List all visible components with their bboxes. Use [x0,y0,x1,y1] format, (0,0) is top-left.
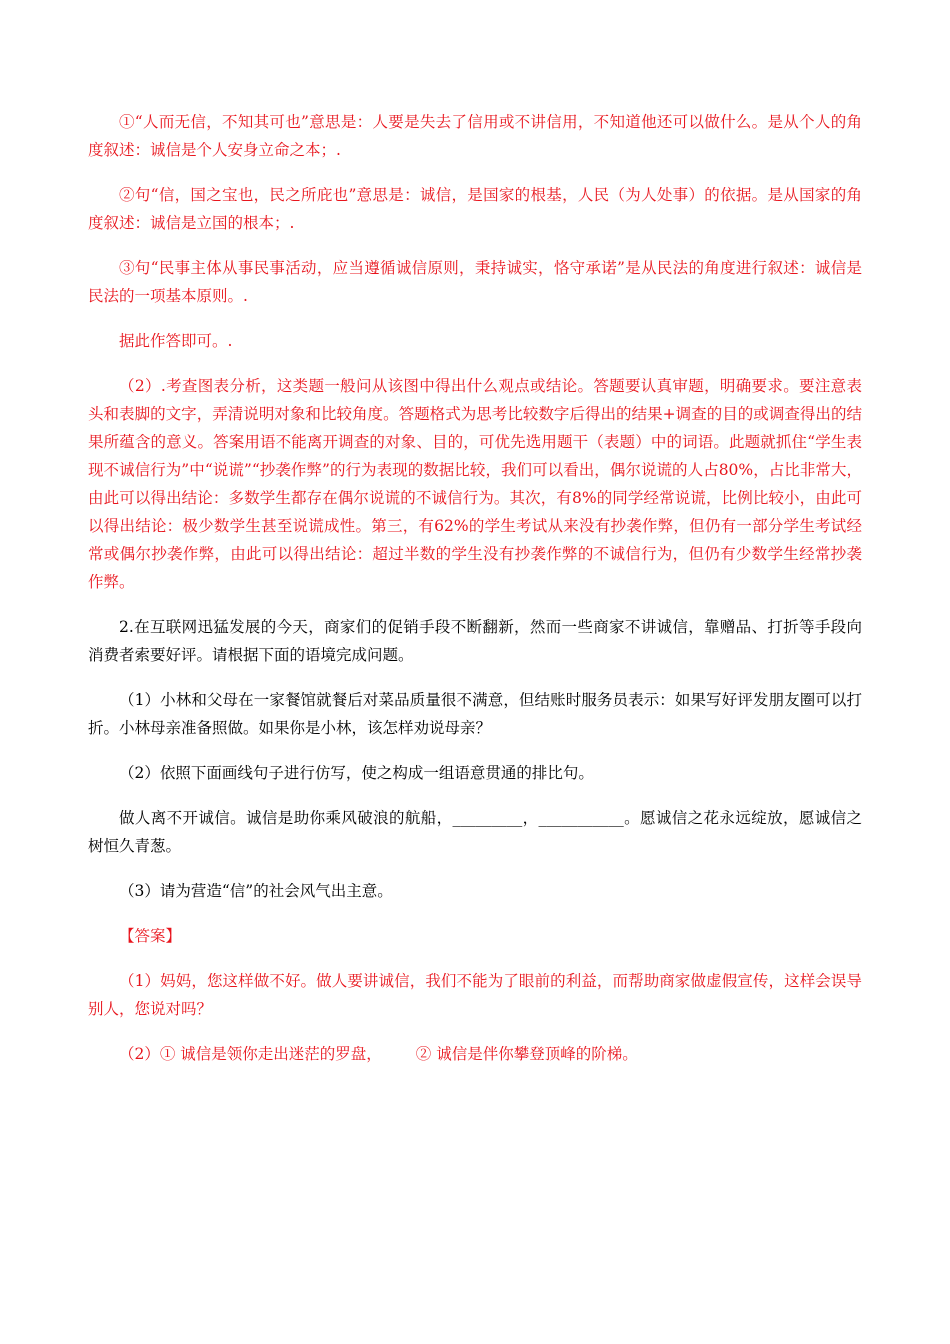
analysis-chart-explanation: （2）.考查图表分析，这类题一般问从该图中得出什么观点或结论。答题要认真审题，明确要求。要注意表头和表脚的文字，弄清说明对象和比较角度。答题格式为思考比较数字后得出的结果+调查的目的或调查得出的结果所蕴含的意义。答案用语不能离开调查的对象、目的，可优先选用题干（表题）中的词语。此题就抓住“学生表现不诚信行为”中“说谎”“抄袭作弊”的行为表现的数据比较，我们可以看出，偶尔说谎的人占80%，占比非常大，由此可以得出结论：多数学生都存在偶尔说谎的不诚信行为。其次，有8%的同学经常说谎，比例比较小，由此可以得出结论：极少数学生甚至说谎成性。第三，有62%的学生考试从来没有抄袭作弊，但仍有一部分学生考试经常或偶尔抄袭作弊，由此可以得出结论：超过半数的学生没有抄袭作弊的不诚信行为，但仍有少数学生经常抄袭作弊。 [88,377,862,591]
question-2-part-3: （3）请为营造“信”的社会风气出主意。 [119,882,393,900]
question-2-intro: 2.在互联网迅猛发展的今天，商家们的促销手段不断翻新，然而一些商家不讲诚信，靠赠品、打折等手段向消费者索要好评。请根据下面的语境完成问题。 [88,618,862,664]
question-2-part-2: （2）依照下面画线句子进行仿写，使之构成一组语意贯通的排比句。 [119,764,594,782]
question-2-part-2-text: 做人离不开诚信。诚信是助你乘风破浪的航船，_________，___________。愿诚信之花永远绽放，愿诚信之树恒久青葱。 [88,809,862,855]
answer-part-2-first: （2）① 诚信是领你走出迷茫的罗盘， [119,1045,382,1063]
question-2-part-1: （1）小林和父母在一家餐馆就餐后对菜品质量很不满意，但结账时服务员表示：如果写好评发朋友圈可以打折。小林母亲准备照做。如果你是小林，该怎样劝说母亲？ [88,691,862,737]
analysis-conclusion: 据此作答即可。. [119,332,233,350]
document-page [88,108,862,1085]
answer-part-2-second: ② 诚信是伴你攀登顶峰的阶梯。 [415,1045,638,1063]
answer-part-1: （1）妈妈，您这样做不好。做人要讲诚信，我们不能为了眼前的利益，而帮助商家做虚假宣传，这样会误导别人，您说对吗？ [88,972,862,1018]
analysis-point-2: ②句“信，国之宝也，民之所庇也”意思是：诚信，是国家的根基，人民（为人处事）的依据。是从国家的角度叙述：诚信是立国的根本；. [88,186,862,232]
analysis-point-1: ①“人而无信，不知其可也”意思是：人要是失去了信用或不讲信用，不知道他还可以做什么。是从个人的角度叙述：诚信是个人安身立命之本；. [88,113,862,159]
answer-heading: 【答案】 [119,927,182,945]
answer-part-2 [88,1040,862,1068]
analysis-point-3: ③句“民事主体从事民事活动，应当遵循诚信原则，秉持诚实，恪守承诺”是从民法的角度进行叙述：诚信是民法的一项基本原则。. [88,259,862,305]
